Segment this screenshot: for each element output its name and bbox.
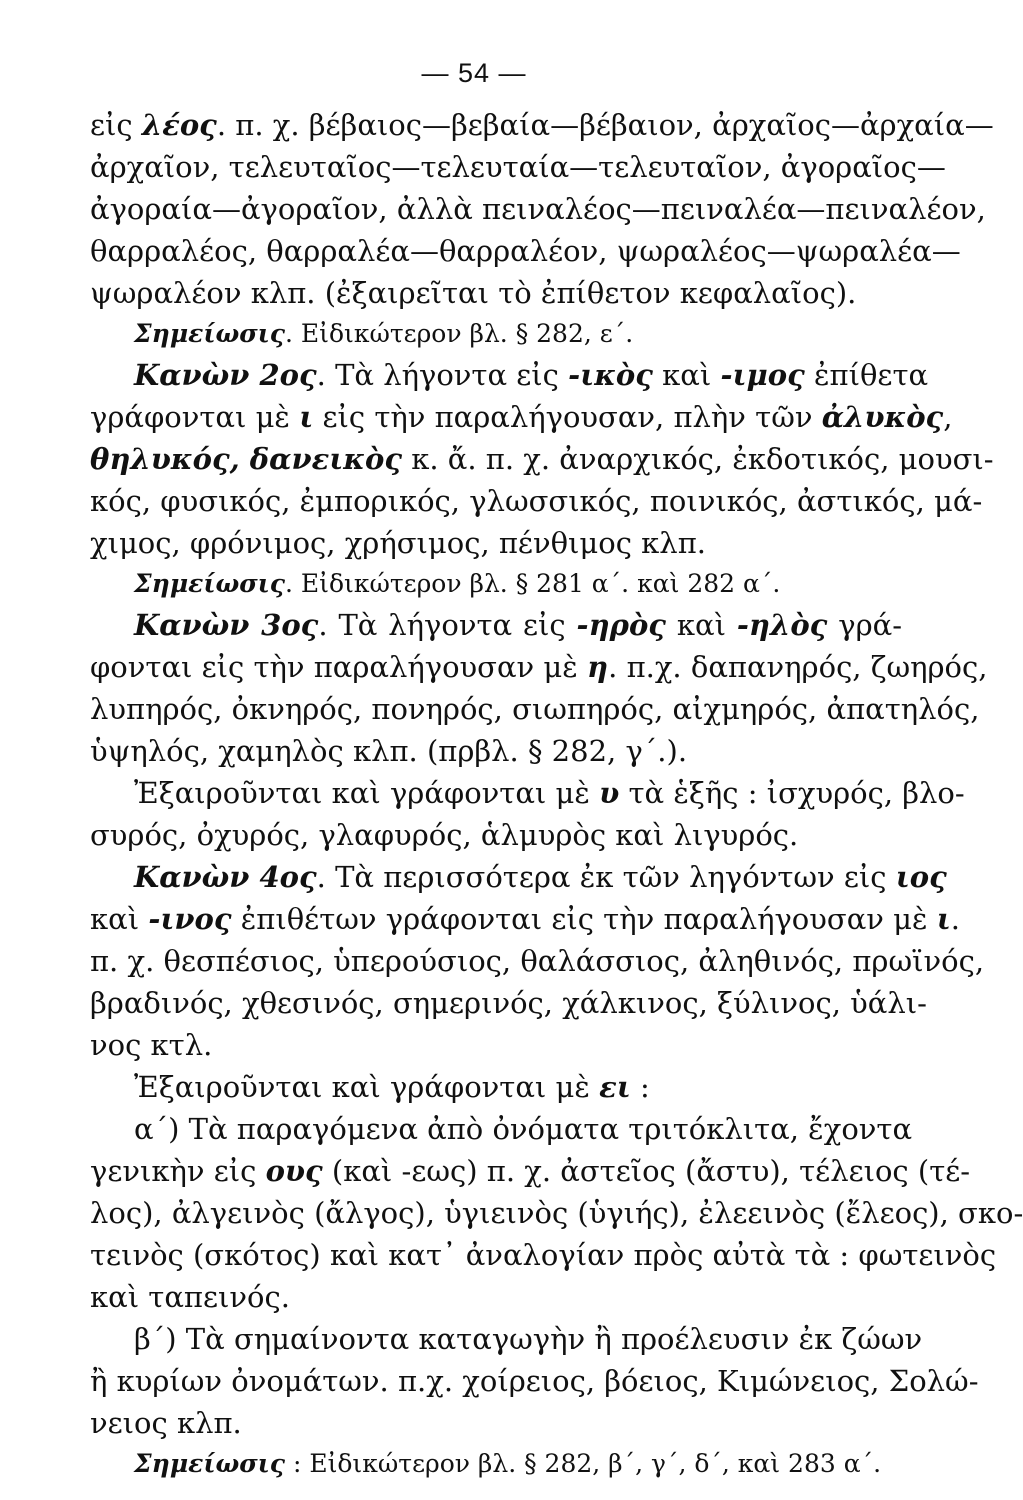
emphasis-text: Σημείωσις [134,1449,286,1478]
text-run: ἐπιθέτων γράφονται εἰς τὴν παραλήγουσαν μὲ [231,902,937,936]
text-line [90,146,946,188]
text-line [90,814,902,856]
text-run: θαρραλέος, θαρραλέα—θαρραλέον, ψωραλέος—ψωραλέα— [90,234,961,268]
emphasis-text: -ηλὸς [736,608,828,642]
text-run: χιμος, φρόνιμος, χρήσιμος, πένθιμος κλπ. [90,526,706,560]
emphasis-text: ιος [895,860,947,894]
text-run: ἀρχαῖον, τελευταῖος—τελευταία—τελευταῖον, ἀγοραῖος— [90,150,946,184]
text-run: . π. χ. βέβαιος—βεβαία—βέβαιον, ἀρχαῖος—ἀρχαία— [216,108,994,142]
text-run: ἐπίθετα [804,358,929,392]
text-line [90,354,929,396]
text-run: νος κτλ. [90,1028,213,1062]
text-run: , [943,400,953,434]
text-line [90,1108,913,1150]
note-line [90,564,902,604]
text-run: : [630,1070,650,1104]
text-run: Ἐξαιροῦνται καὶ γράφονται μὲ [134,1070,600,1104]
text-line [90,856,947,898]
emphasis-text: -ινος [148,902,232,936]
text-line [90,730,902,772]
text-run: . [950,902,961,936]
text-run: . π.χ. δαπανηρός, ζωηρός, [608,650,988,684]
text-run: καὶ [90,902,149,936]
text-run: τὰ ἑξῆς : ἰσχυρός, βλο- [619,776,965,810]
text-run: ἀγοραία—ἀγοραῖον, ἀλλὰ πειναλέος—πειναλέα—πειναλέον, [90,192,986,226]
text-line [90,396,953,438]
text-line [90,1066,902,1108]
text-run: κ. ἄ. π. χ. ἀναρχικός, ἐκδοτικός, μουσι- [402,442,994,476]
text-run: γράφονται μὲ [90,400,300,434]
note-line [90,314,902,354]
emphasis-text: Σημείωσις [134,319,286,348]
text-line [90,230,961,272]
text-run: α΄) Τὰ παραγόμενα ἀπὸ ὀνόματα τριτόκλιτα, ἔχοντα [134,1112,913,1146]
text-run: . Εἰδικώτερον βλ. § 282, ε΄. [285,319,634,348]
text-run: συρός, ὀχυρός, γλαφυρός, ἁλμυρὸς καὶ λιγυρός. [90,818,799,852]
emphasis-text: Κανὼν 3ος [134,608,319,642]
text-run: ἢ κυρίων ὀνομάτων. π.χ. χοίρειος, βόειος, Κιμώνειος, Σολώ- [90,1364,979,1398]
page-number: — 54 — [421,58,527,88]
emphasis-text: ι [299,400,314,434]
text-run: . Τὰ λήγοντα εἰς [316,358,569,392]
text-line [90,522,902,564]
text-line [90,188,986,230]
text-run: ὑψηλός, χαμηλὸς κλπ. (πρβλ. § 282, γ΄.). [90,734,688,768]
note-line [90,1444,902,1484]
text-run: . Εἰδικώτερον βλ. § 281 α΄. καὶ 282 α΄. [285,569,781,598]
text-run: π. χ. θεσπέσιος, ὑπερούσιος, θαλάσσιος, ἀληθινός, πρωϊνός, [90,944,985,978]
text-line [90,1024,902,1066]
text-line [90,772,965,814]
text-line [90,604,902,646]
emphasis-text: Κανὼν 4ος [134,860,317,894]
text-run: λος), ἀλγεινὸς (ἄλγος), ὑγιεινὸς (ὑγιής), ἐλεεινὸς (ἔλεος), σκο- [90,1196,1023,1230]
text-run: β΄) Τὰ σημαίνοντα καταγωγὴν ἢ προέλευσιν ἐκ ζώων [134,1322,923,1356]
emphasis-text: -ικὸς [568,358,653,392]
emphasis-text: υ [599,776,620,810]
text-line [90,1234,997,1276]
text-run: λυπηρός, ὀκνηρός, πονηρός, σιωπηρός, αἰχμηρός, ἀπατηλός, [90,692,980,726]
text-line [90,982,927,1024]
text-line [90,438,994,480]
text-run: . Τὰ λήγοντα εἰς [318,608,577,642]
text-run: κός, φυσικός, ἐμπορικός, γλωσσικός, ποινικός, ἀστικός, μά- [90,484,983,518]
emphasis-text: ἀλυκὸς [821,400,944,434]
text-run: καὶ ταπεινός. [90,1280,290,1314]
text-run: καὶ [652,358,721,392]
text-line [90,1276,902,1318]
text-line [90,1192,1023,1234]
emphasis-text: Κανὼν 2ος [134,358,317,392]
emphasis-text: Σημείωσις [134,569,286,598]
text-run: εἰς [90,108,142,142]
text-run: γενικὴν εἰς [90,1154,266,1188]
text-run: : Εἰδικώτερον βλ. § 282, β΄, γ΄, δ΄, καὶ 283 α΄. [285,1449,882,1478]
text-run: φονται εἰς τὴν παραλήγουσαν μὲ [90,650,588,684]
emphasis-text: ους [265,1154,323,1188]
text-run: βραδινός, χθεσινός, σημερινός, χάλκινος, ξύλινος, ὑάλι- [90,986,927,1020]
text-run: τεινὸς (σκότος) καὶ κατ᾽ ἀναλογίαν πρὸς αὐτὰ τὰ : φωτεινὸς [90,1238,997,1272]
text-run: νειος κλπ. [90,1406,242,1440]
emphasis-text: ει [599,1070,631,1104]
text-line [90,1360,979,1402]
emphasis-text: λέος [141,108,217,142]
text-line [90,1150,971,1192]
text-run: εἰς τὴν παραλήγουσαν, πλὴν τῶν [313,400,822,434]
text-line [90,898,961,940]
emphasis-text: ι [936,902,951,936]
emphasis-text: η [587,650,609,684]
text-line [90,688,980,730]
text-run: ψωραλέον κλπ. (ἐξαιρεῖται τὸ ἐπίθετον κεφαλαῖος). [90,276,857,310]
text-line [90,1318,923,1360]
text-run: γρά- [827,608,902,642]
text-run: Ἐξαιροῦνται καὶ γράφονται μὲ [134,776,600,810]
text-line [90,480,983,522]
text-line [90,272,902,314]
text-line [90,104,994,146]
body-text [90,104,1023,1484]
emphasis-text: -ηρὸς [576,608,666,642]
text-run: καὶ [665,608,737,642]
text-line [90,646,988,688]
text-run: . Τὰ περισσότερα ἐκ τῶν ληγόντων εἰς [316,860,896,894]
text-line [90,1402,902,1444]
emphasis-text: θηλυκός, δανεικὸς [90,442,402,476]
text-line [90,940,985,982]
text-run: (καὶ -εως) π. χ. ἀστεῖος (ἄστυ), τέλειος (τέ- [322,1154,971,1188]
emphasis-text: -ιμος [720,358,805,392]
